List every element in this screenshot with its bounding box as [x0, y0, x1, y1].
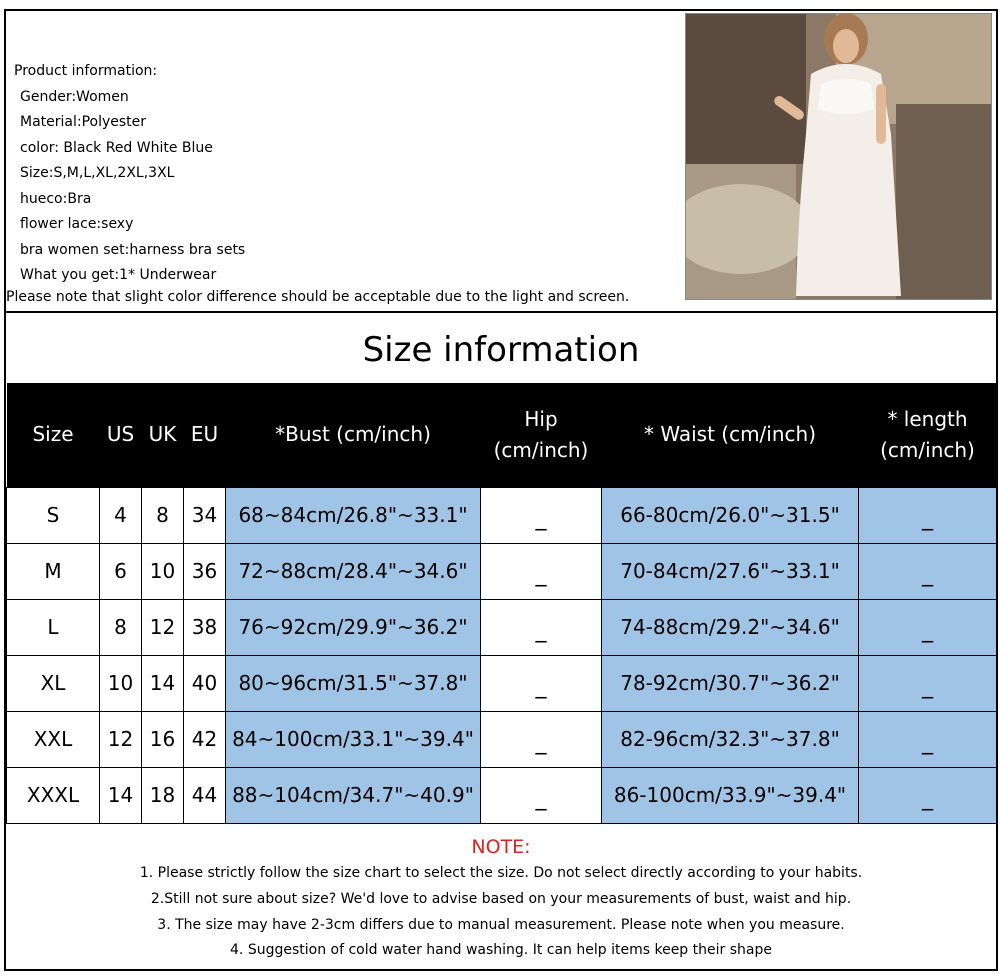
product-info-line: What you get:1* Underwear — [20, 267, 217, 283]
header-bust: *Bust (cm/inch) — [226, 383, 481, 487]
cell-hip: _ — [481, 599, 602, 655]
cell-eu: 44 — [184, 767, 226, 823]
header-hip-line2: (cm/inch) — [493, 437, 589, 462]
color-difference-note: Please note that slight color difference should be acceptable due to the light and screen. — [6, 289, 630, 305]
cell-uk: 8 — [142, 487, 184, 543]
cell-size: XXL — [7, 711, 100, 767]
cell-waist: 74-88cm/29.2"~34.6" — [602, 599, 859, 655]
header-waist: * Waist (cm/inch) — [602, 383, 859, 487]
header-eu: EU — [184, 383, 226, 487]
cell-hip: _ — [481, 711, 602, 767]
header-hip — [481, 383, 602, 487]
table-row — [7, 599, 997, 655]
cell-us: 10 — [100, 655, 142, 711]
cell-length: _ — [859, 711, 997, 767]
product-info-line: Gender:Women — [20, 88, 129, 105]
cell-size: L — [7, 599, 100, 655]
cell-bust: 88~104cm/34.7"~40.9" — [226, 767, 481, 823]
cell-bust: 72~88cm/28.4"~34.6" — [226, 543, 481, 599]
cell-eu: 34 — [184, 487, 226, 543]
cell-hip: _ — [481, 487, 602, 543]
cell-hip: _ — [481, 767, 602, 823]
cell-size: XXXL — [7, 767, 100, 823]
cell-size: S — [7, 487, 100, 543]
notes-section — [6, 829, 996, 964]
header-length-line1: * length — [887, 406, 968, 431]
header-hip-line1: Hip — [524, 406, 558, 431]
cell-eu: 38 — [184, 599, 226, 655]
cell-bust: 76~92cm/29.9"~36.2" — [226, 599, 481, 655]
cell-size: XL — [7, 655, 100, 711]
table-row — [7, 711, 997, 767]
product-photo — [685, 13, 992, 300]
cell-waist: 86-100cm/33.9"~39.4" — [602, 767, 859, 823]
product-info-section — [6, 11, 996, 313]
header-length — [859, 383, 997, 487]
cell-uk: 16 — [142, 711, 184, 767]
product-info-line: Material:Polyester — [20, 114, 147, 130]
cell-waist: 66-80cm/26.0"~31.5" — [602, 487, 859, 543]
product-info-line: color: Black Red White Blue — [20, 139, 213, 156]
product-info-list — [12, 59, 245, 289]
cell-uk: 10 — [142, 543, 184, 599]
cell-hip: _ — [481, 543, 602, 599]
header-size: Size — [7, 383, 100, 487]
cell-bust: 68~84cm/26.8"~33.1" — [226, 487, 481, 543]
product-info-heading: Product information: — [14, 63, 158, 79]
cell-us: 4 — [100, 487, 142, 543]
cell-eu: 42 — [184, 711, 226, 767]
cell-eu: 36 — [184, 543, 226, 599]
note-title: NOTE: — [471, 836, 531, 858]
product-info-line: hueco:Bra — [20, 190, 92, 207]
cell-waist: 70-84cm/27.6"~33.1" — [602, 543, 859, 599]
note-line: 1. Please strictly follow the size chart to select the size. Do not select directly according to your habits. — [139, 865, 863, 881]
cell-uk: 18 — [142, 767, 184, 823]
cell-length: _ — [859, 767, 997, 823]
cell-size: M — [7, 543, 100, 599]
table-row — [7, 655, 997, 711]
cell-us: 6 — [100, 543, 142, 599]
size-information-title: Size information — [362, 330, 640, 370]
size-table — [6, 383, 997, 824]
header-length-line2: (cm/inch) — [880, 437, 975, 462]
note-line: 4. Suggestion of cold water hand washing. It can help items keep their shape — [230, 942, 772, 959]
table-header-row — [7, 383, 997, 487]
cell-length: _ — [859, 655, 997, 711]
cell-uk: 14 — [142, 655, 184, 711]
note-line: 3. The size may have 2-3cm differs due to manual measurement. Please note when you measure. — [157, 916, 845, 933]
table-row — [7, 767, 997, 823]
cell-us: 8 — [100, 599, 142, 655]
cell-waist: 82-96cm/32.3"~37.8" — [602, 711, 859, 767]
cell-bust: 84~100cm/33.1"~39.4" — [226, 711, 481, 767]
table-row — [7, 487, 997, 543]
cell-length: _ — [859, 599, 997, 655]
cell-bust: 80~96cm/31.5"~37.8" — [226, 655, 481, 711]
cell-us: 12 — [100, 711, 142, 767]
table-row — [7, 543, 997, 599]
product-info-line: flower lace:sexy — [20, 216, 134, 232]
cell-length: _ — [859, 543, 997, 599]
size-chart-frame — [4, 9, 998, 971]
cell-waist: 78-92cm/30.7"~36.2" — [602, 655, 859, 711]
cell-eu: 40 — [184, 655, 226, 711]
product-photo-illustration — [686, 14, 992, 300]
cell-length: _ — [859, 487, 997, 543]
note-line: 2.Still not sure about size? We'd love to advise based on your measurements of bust, waist and hip. — [150, 890, 852, 907]
product-info-line: Size:S,M,L,XL,2XL,3XL — [20, 165, 175, 181]
header-us: US — [100, 383, 142, 487]
cell-us: 14 — [100, 767, 142, 823]
cell-hip: _ — [481, 655, 602, 711]
product-info-line: bra women set:harness bra sets — [20, 241, 246, 258]
header-uk: UK — [142, 383, 184, 487]
cell-uk: 12 — [142, 599, 184, 655]
